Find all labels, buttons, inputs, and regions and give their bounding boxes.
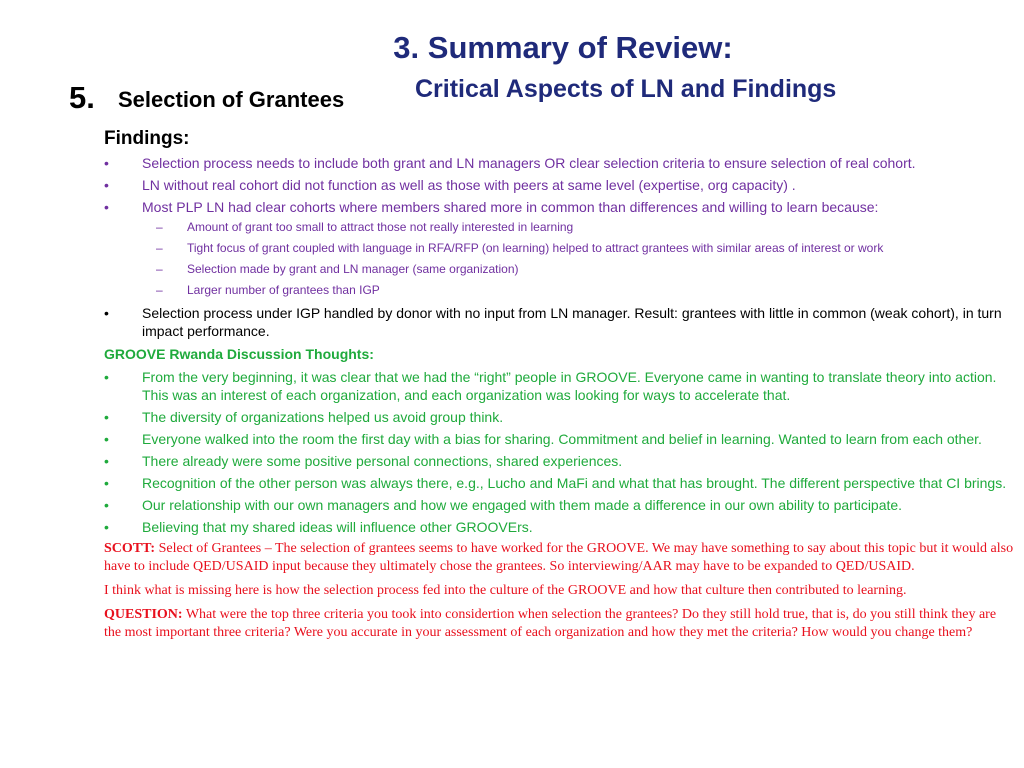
findings-bullet: • LN without real cohort did not function as well as those with peers at same level (expertise, org capacity) . — [104, 177, 796, 193]
section-number: 5. — [69, 80, 95, 115]
bullet-marker: • — [104, 177, 109, 193]
question-label: QUESTION: — [104, 607, 183, 622]
groove-bullet: • Recognition of the other person was always there, e.g., Lucho and MaFi and what that has brought. The different perspective that CI brings. — [104, 475, 1007, 491]
bullet-marker: • — [104, 409, 109, 425]
slide-subtitle: Critical Aspects of LN and Findings — [415, 75, 837, 103]
slide-title: 3. Summary of Review: — [393, 30, 733, 65]
findings-bullet: • Most PLP LN had clear cohorts where members shared more in common than differences and willing to learn because: — [104, 199, 879, 215]
groove-bullet: • Our relationship with our own managers and how we engaged with them made a difference in our own ability to participate. — [104, 497, 903, 513]
findings-sub-bullet: – Amount of grant too small to attract those not really interested in learning — [156, 220, 574, 234]
groove-bullet: • Everyone walked into the room the first day with a bias for sharing. Commitment and belief in learning. Wanted to learn from each other. — [104, 431, 982, 447]
bullet-marker: • — [104, 431, 109, 447]
scott-comment: SCOTT: Select of Grantees – The selection of grantees seems to have worked for the GROOVE. We may have something to say about this topic but it would also have to include QED/USAID input because they ultimately chose the grantees. So interviewing/AAR may have to be expanded to QED/USAID. — [104, 541, 1014, 574]
bullet-marker: • — [104, 475, 109, 491]
groove-heading: GROOVE Rwanda Discussion Thoughts: — [104, 346, 374, 362]
bullet-marker: • — [104, 519, 109, 535]
igp-bullet: • Selection process under IGP handled by donor with no input from LN manager. Result: grantees with little in common (weak cohort), in turn impact performance. — [104, 305, 1002, 339]
missing-comment: I think what is missing here is how the selection process fed into the culture of the GROOVE and how that culture then contributed to learning. — [104, 583, 907, 598]
bullet-marker: • — [104, 369, 109, 385]
findings-sub-bullet: – Selection made by grant and LN manager (same organization) — [156, 262, 519, 276]
groove-bullet: • Believing that my shared ideas will influence other GROOVErs. — [104, 519, 533, 535]
groove-bullet: • There already were some positive personal connections, shared experiences. — [104, 453, 623, 469]
bullet-marker: • — [104, 453, 109, 469]
bullet-marker: • — [104, 199, 109, 215]
bullet-marker: • — [104, 305, 109, 321]
dash-marker: – — [156, 241, 163, 255]
dash-marker: – — [156, 220, 163, 234]
groove-bullet: • The diversity of organizations helped us avoid group think. — [104, 409, 504, 425]
bullet-marker: • — [104, 497, 109, 513]
dash-marker: – — [156, 283, 163, 297]
bullet-marker: • — [104, 155, 109, 171]
findings-heading: Findings: — [104, 128, 190, 149]
findings-sub-bullet: – Larger number of grantees than IGP — [156, 283, 380, 297]
findings-bullet: • Selection process needs to include both grant and LN managers OR clear selection criteria to ensure selection of real cohort. — [104, 155, 916, 171]
groove-bullet: • From the very beginning, it was clear that we had the “right” people in GROOVE. Everyone came in wanting to translate theory into action. This was an interest of each organization, and each organization was looking for ways to accelerate that. — [104, 369, 997, 403]
section-title: Selection of Grantees — [118, 87, 345, 112]
question-comment: QUESTION: What were the top three criteria you took into considertion when selection the grantees? Do they still hold true, that is, do you still think they are the most important three criteria? Were you accurate in your assessment of each organization and how they met the criteria? How would you change them? — [104, 607, 997, 640]
slide-content — [104, 128, 1016, 648]
findings-sub-bullet: – Tight focus of grant coupled with language in RFA/RFP (on learning) helped to attract grantees with similar areas of interest or work — [156, 241, 884, 255]
dash-marker: – — [156, 262, 163, 276]
scott-label: SCOTT: — [104, 541, 156, 556]
